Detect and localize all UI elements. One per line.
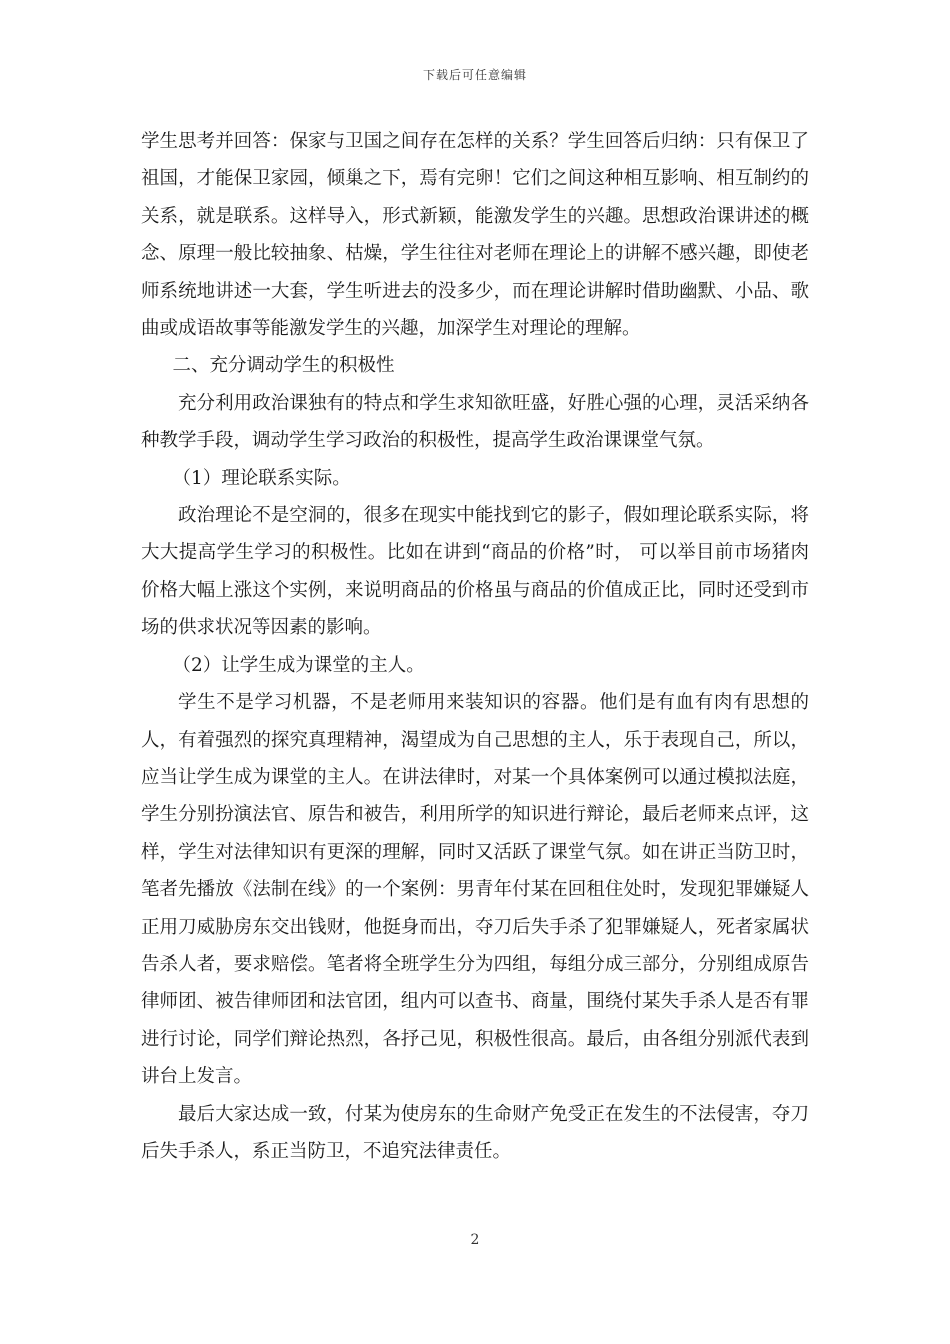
section-heading: 二、充分调动学生的积极性 xyxy=(172,355,395,377)
paragraph-conclusion: 最后大家达成一致，付某为使房东的生命财产免受正在发生的不法侵害，夺刀后失手杀人，系正当防卫，不追究法律责任。 xyxy=(141,1103,809,1162)
paragraph-students-masters: 学生不是学习机器，不是老师用来装知识的容器。他们是有血有肉有思想的人，有着强烈的探究真理精神，渴望成为自己思想的主人，乐于表现自己，所以，应当让学生成为课堂的主人。在讲法律时，对某一个具体案例可以通过模拟法庭，学生分别扮演法官、原告和被告，利用所学的知识进行辩论，最后老师来点评，这样，学生对法律知识有更深的理解，同时又活跃了课堂气氛。如在讲正当防卫时，笔者先播放《法制在线》的一个案例：男青年付某在回租住处时，发现犯罪嫌疑人正用刀威胁房东交出钱财，他挺身而出，夺刀后失手杀了犯罪嫌疑人，死者家属状告杀人者，要求赔偿。笔者将全班学生分为四组，每组分成三部分，分别组成原告律师团、被告律师团和法官团，组内可以查书、商量，围绕付某失手杀人是否有罪进行讨论，同学们辩论热烈，各抒己见，积极性很高。最后，由各组分别派代表到讲台上发言。 xyxy=(141,692,809,1088)
page-header: 下载后可任意编辑 xyxy=(422,68,527,82)
paragraph-theory-practice: 政治理论不是空洞的，很多在现实中能找到它的影子，假如理论联系实际，将大大提高学生学习的积极性。比如在讲到“商品的价格”时， 可以举目前市场猪肉价格大幅上涨这个实例，来说明商品的价格虽与商品的价值成正比，同时还受到市场的供求状况等因素的影响。 xyxy=(141,505,809,639)
subheading-1: （1）理论联系实际。 xyxy=(172,467,351,489)
subheading-2: （2）让学生成为课堂的主人。 xyxy=(172,654,425,676)
document-body xyxy=(141,123,809,1170)
page-number: 2 xyxy=(470,1232,480,1248)
paragraph-intro-continued: 学生思考并回答：保家与卫国之间存在怎样的关系？学生回答后归纳：只有保卫了祖国，才能保卫家园，倾巢之下，焉有完卵！它们之间这种相互影响、相互制约的关系，就是联系。这样导入，形式新颖，能激发学生的兴趣。思想政治课讲述的概念、原理一般比较抽象、枯燥，学生往往对老师在理论上的讲解不感兴趣，即使老师系统地讲述一大套，学生听进去的没多少，而在理论讲解时借助幽默、小品、歌曲或成语故事等能激发学生的兴趣，加深学生对理论的理解。 xyxy=(141,131,809,340)
paragraph-section-intro: 充分利用政治课独有的特点和学生求知欲旺盛，好胜心强的心理，灵活采纳各种教学手段，调动学生学习政治的积极性，提高学生政治课课堂气氛。 xyxy=(141,392,809,452)
